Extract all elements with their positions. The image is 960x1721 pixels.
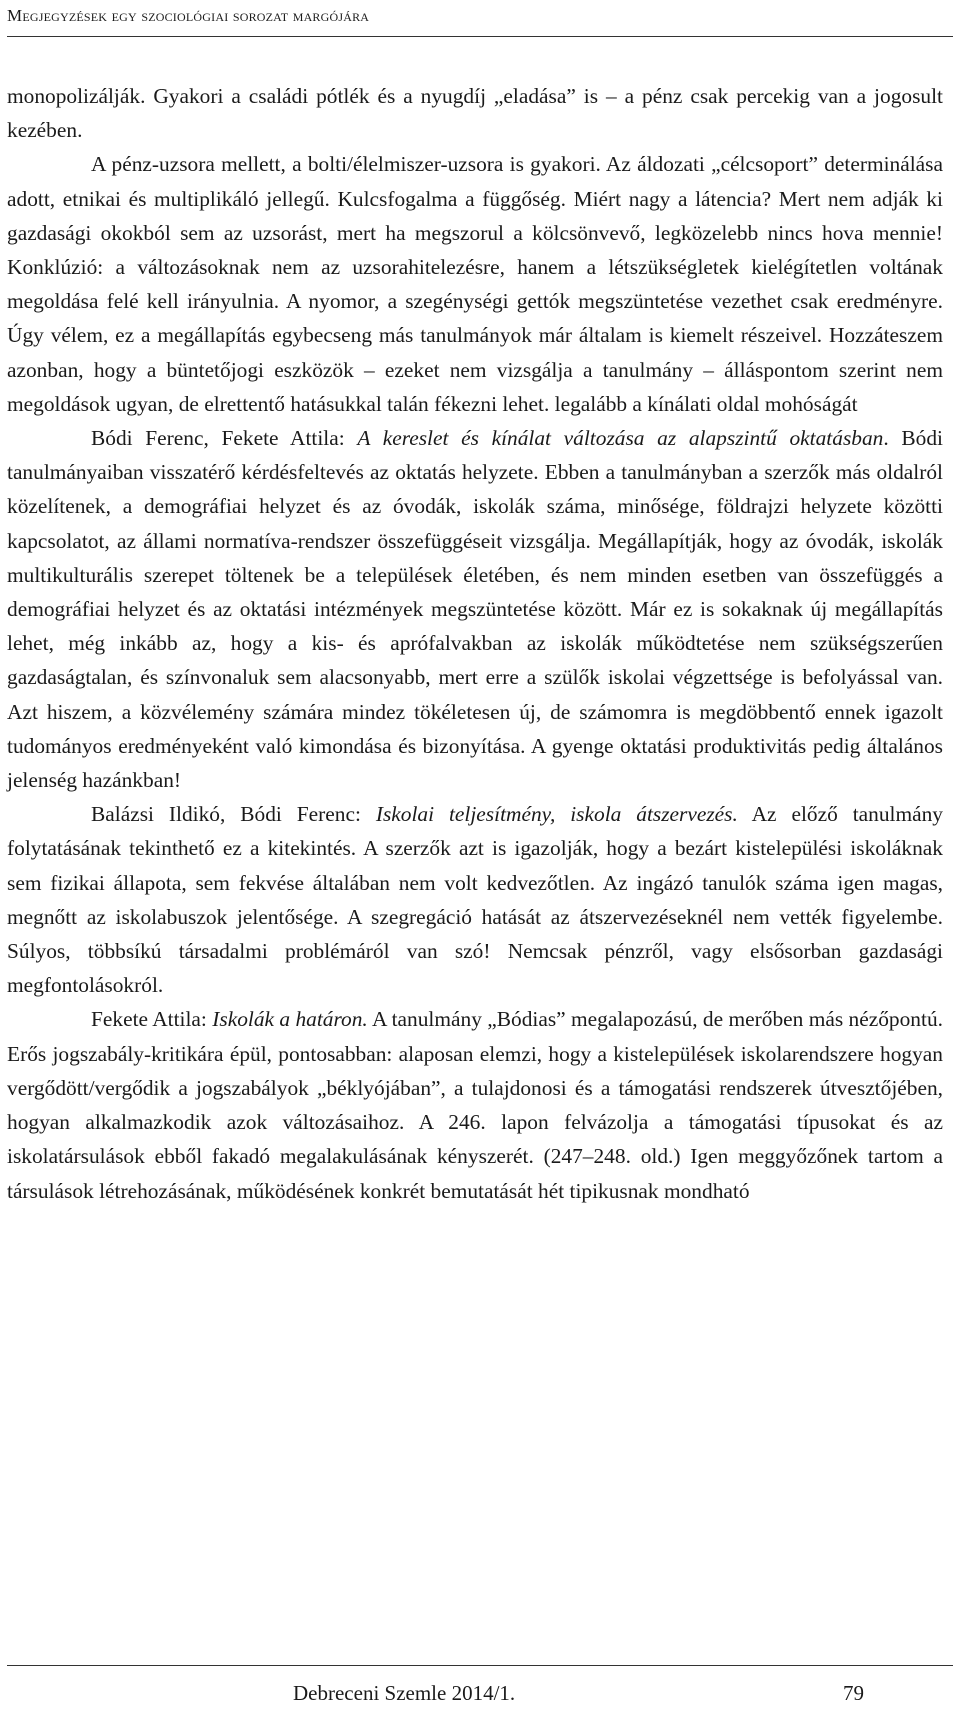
paragraph-text: monopolizálják. Gyakori a családi pótlék és a nyugdíj „eladása” is – a pénz csak percekig van a jogosult kezében. [7, 84, 943, 143]
paragraph-text: Fekete Attila: [91, 1007, 213, 1032]
paragraph-text: Bódi Ferenc, Fekete Attila: [91, 426, 358, 451]
work-title: Iskolai teljesítmény, iskola átszervezés. [375, 802, 738, 827]
journal-citation: Debreceni Szemle 2014/1. [293, 1681, 516, 1705]
paragraph [7, 79, 943, 147]
work-title: A kereslet és kínálat változása az alapszintű oktatásban [357, 426, 884, 451]
work-title: Iskolák a határon. [212, 1007, 368, 1032]
paragraph-text: Az előző tanulmány folytatásának tekinthető ez a kitekintés. A szerzők azt is igazolják, hogy a bezárt kistelepülési iskoláknak sem fizikai állapota, sem fekvése általában nem volt kedvezőtlen. Az ingázó tanulók száma igen magas, megnőtt az iskolabuszok jelentősége. A szegregáció hatását az átszervezéseknél nem vették figyelembe. Súlyos, többsíkú társadalmi problémáról van szó! Nemcsak pénzről, vagy elsősorban gazdasági megfontolásokról. [7, 802, 943, 998]
paragraph [7, 797, 943, 1002]
paragraph-text: . Bódi tanulmányaiban visszatérő kérdésfeltevés az oktatás helyzete. Ebben a tanulmányban a szerzők más oldalról közelítenek, a demográfiai helyzet és az óvodák, iskolák száma, minősége, földrajzi helyzete közötti kapcsolatot, az állami normatíva-rendszer összefüggéseit vizsgálja. Megállapítják, hogy az óvodák, iskolák multikulturális szerepet töltenek be a települések életében, és nem minden esetben van összefüggés a demográfiai helyzet és az oktatási intézmények megszüntetése között. Már ez is sokaknak új megállapítás lehet, még inkább az, hogy a kis- és aprófalvakban az iskolák működtetése nem szükségszerűen gazdaságtalan, és színvonaluk sem alacsonyabb, mert erre a szülők iskolai végzettsége is befolyással van. Azt hiszem, a közvélemény számára mindez tökéletesen új, de számomra is megdöbbentő ennek igazolt tudományos eredményeként való kimondása és bizonyítása. A gyenge oktatási produktivitás pedig általános jelenség hazánkban! [7, 426, 943, 793]
paragraph-text: Balázsi Ildikó, Bódi Ferenc: [91, 802, 376, 827]
header-rule [7, 36, 953, 37]
footer-rule [7, 1665, 953, 1666]
paragraph-text: A tanulmány „Bódias” megalapozású, de merőben más nézőpontú. Erős jogszabály-kritikára épül, pontosabban: alaposan elemzi, hogy a kistelepülések iskolarendszere hogyan vergődött/vergődik a jogszabályok „béklyójában”, a tulajdonosi és a támogatási rendszerek útvesztőjében, hogyan alkalmazkodik azok változásaihoz. A 246. lapon felvázolja a támogatási típusokat és az iskolatársulások ebből fakadó megalakulásának kényszerét. (247–248. old.) Igen meggyőzőnek tartom a társulások létrehozásának, működésének konkrét bemutatását hét tipikusnak mondható [7, 1007, 943, 1203]
paragraph [7, 147, 943, 421]
paragraph [7, 421, 943, 797]
body-text [7, 79, 943, 1208]
running-head: Megjegyzések egy szociológiai sorozat margójára [7, 6, 370, 25]
paragraph [7, 1002, 943, 1207]
paragraph-text: A pénz-uzsora mellett, a bolti/élelmiszer-uzsora is gyakori. Az áldozati „célcsoport” determinálása adott, etnikai és multiplikáló jellegű. Kulcsfogalma a függőség. Miért nagy a látencia? Mert nem adják ki gazdasági okokból sem az uzsorást, mert ha megszorul a kölcsönvevő, legközelebb nincs hova mennie! Konklúzió: a változásoknak nem az uzsorahitelezésre, hanem a létszükségletek kielégítetlen voltának megoldása felé kell irányulnia. A nyomor, a szegénységi gettók megszüntetése vezethet csak eredményre. Úgy vélem, ez a megállapítás egybecseng más tanulmányok már általam is kiemelt részeivel. Hozzáteszem azonban, hogy a büntetőjogi eszközök – ezeket nem vizsgálja a tanulmány – álláspontom szerint nem megoldások ugyan, de elrettentő hatásukkal talán fékezni lehet. legalább a kínálati oldal mohóságát [7, 152, 943, 416]
page-number: 79 [843, 1681, 864, 1705]
